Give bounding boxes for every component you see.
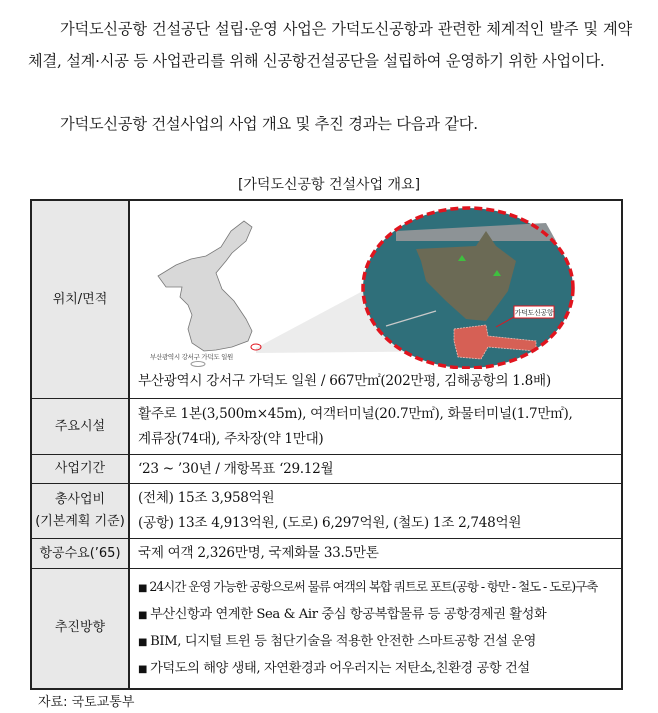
table-caption: [가덕도신공항 건설사업 개요] [237, 177, 421, 193]
list-item: ■ 24시간 운영 가능한 공항으로써 물류 여객의 복합 쿼트로 포트(공항 - 항만 - 철도 - 도로)구축 [138, 578, 598, 594]
table-row [31, 569, 622, 689]
demand-value: 국제 여객 2,326만명, 국제화물 33.5만톤 [129, 539, 622, 569]
list-item: ■ BIM, 디지털 트윈 등 첨단기술을 적용한 안전한 스마트공항 건설 운영 [138, 633, 537, 649]
cost-line: (전체) 15조 3,958억원 [138, 490, 275, 506]
bullet-icon: ■ [138, 609, 148, 621]
list-item: ■ 부산신항과 연계한 Sea & Air 중심 항공복합물류 등 공항경제권 활성화 [138, 606, 547, 622]
bullet-icon: ■ [138, 663, 148, 675]
row-label [31, 484, 129, 539]
cost-label: 총사업비 [54, 492, 106, 507]
cost-cell [129, 484, 622, 539]
cost-line: (공항) 13조 4,913억원, (도로) 6,297억원, (철도) 1조 2,748억원 [138, 515, 522, 531]
bullet-icon: ■ [138, 636, 148, 648]
row-label: 사업기간 [31, 455, 129, 484]
korea-map-icon [158, 221, 252, 351]
list-item: ■ 가덕도의 해양 생태, 자연환경과 어우러지는 저탄소,친환경 공항 건설 [138, 660, 530, 676]
facilities-line: 계류장(74대), 주차장(약 1만대) [138, 430, 324, 447]
overview-paragraph: 가덕도신공항 건설사업의 사업 개요 및 추진 경과는 다음과 같다. [60, 115, 478, 133]
row-label: 항공수요(’65) [31, 539, 129, 569]
location-value: 부산광역시 강서구 가덕도 일원 / 667만㎡(202만평, 김해공항의 1.8배) [138, 373, 551, 389]
intro-paragraph: 가덕도신공항 건설공단 설립·운영 사업은 가덕도신공항과 관련한 체계적인 발주 및 계약 체결, 설계·시공 등 사업관리를 위해 신공항건설공단을 설립하여 운영하기 위한 사업이다. [28, 20, 632, 70]
location-map-image [136, 201, 606, 369]
direction-cell [129, 569, 622, 689]
map-location-label: 부산광역시 강서구 가덕도 일원 [150, 353, 234, 361]
location-cell [129, 200, 622, 399]
table-row [31, 484, 622, 539]
cost-sublabel: (기본계획 기준) [35, 514, 125, 529]
bullet-icon: ■ [138, 582, 147, 594]
airport-label: 가덕도신공항 [514, 309, 554, 317]
source-note: 자료: 국토교통부 [38, 695, 135, 710]
facilities-line: 활주로 1본(3,500m×45m), 여객터미널(20.7만㎡), 화물터미널(1.7만㎡), [138, 405, 573, 422]
row-label: 주요시설 [31, 399, 129, 455]
row-label: 추진방향 [31, 569, 129, 689]
project-overview-table [30, 199, 623, 690]
table-row [31, 455, 622, 484]
table-row [31, 399, 622, 455]
period-value: ‘23 ~ ’30년 / 개항목표 ‘29.12월 [129, 455, 622, 484]
table-row [31, 200, 622, 399]
facilities-cell [129, 399, 622, 455]
row-label: 위치/면적 [31, 200, 129, 399]
table-row [31, 539, 622, 569]
